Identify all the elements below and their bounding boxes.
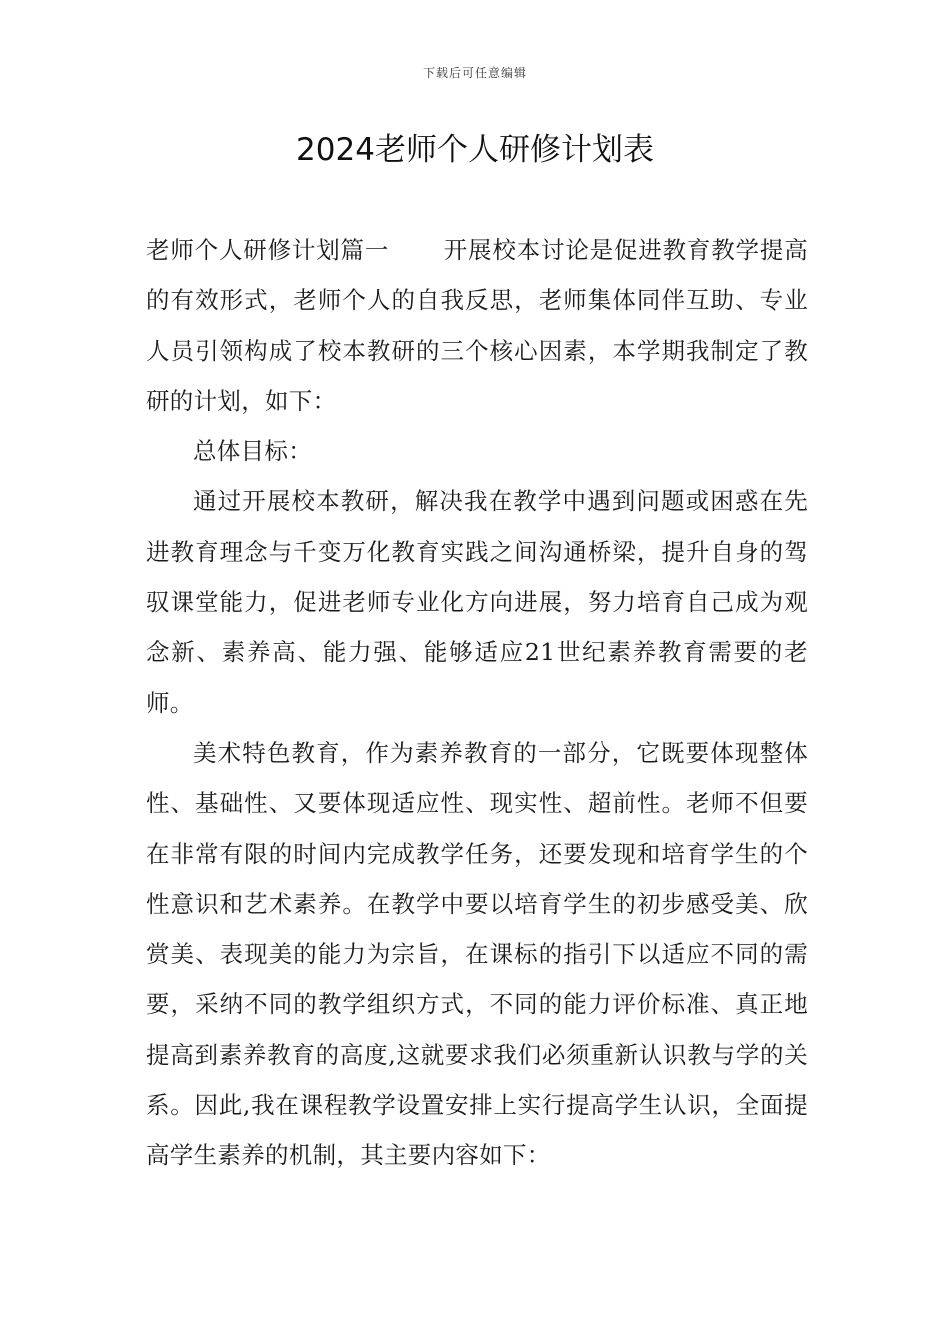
goal-heading: 总体目标： bbox=[193, 437, 312, 466]
intro-paragraph bbox=[146, 225, 808, 426]
art-paragraph: 美术特色教育，作为素养教育的一部分，它既要体现整体性、基础性、又要体现适应性、现实性、超前性。老师不但要在非常有限的时间内完成教学任务，还要发现和培育学生的个性意识和艺术素养。在教学中要以培育学生的初步感受美、欣赏美、表现美的能力为宗旨，在课标的指引下以适应不同的需要，采纳不同的教学组织方式，不同的能力评价标准、真正地提高到素养教育的高度,这就要求我们必须重新认识教与学的关系。因此,我在课程教学设置安排上实行提高学生认识，全面提高学生素养的机制，其主要内容如下： bbox=[146, 738, 808, 1170]
header-note: 下载后可任意编辑 bbox=[422, 66, 527, 80]
page-title: 2024老师个人研修计划表 bbox=[296, 132, 654, 168]
intro-heading: 老师个人研修计划篇一 bbox=[146, 236, 390, 264]
document-body bbox=[146, 225, 808, 1181]
goal-paragraph: 通过开展校本教研，解决我在教学中遇到问题或困惑在先进教育理念与千变万化教育实践之间沟通桥梁，提升自身的驾驭课堂能力，促进老师专业化方向进展，努力培育自己成为观念新、素养高、能力强、能够适应21世纪素养教育需要的老师。 bbox=[146, 487, 808, 717]
intro-text: 开展校本讨论是促进教育教学提高的有效形式，老师个人的自我反思，老师集体同伴互助、专业人员引领构成了校本教研的三个核心因素，本学期我制定了教研的计划，如下： bbox=[146, 236, 809, 415]
